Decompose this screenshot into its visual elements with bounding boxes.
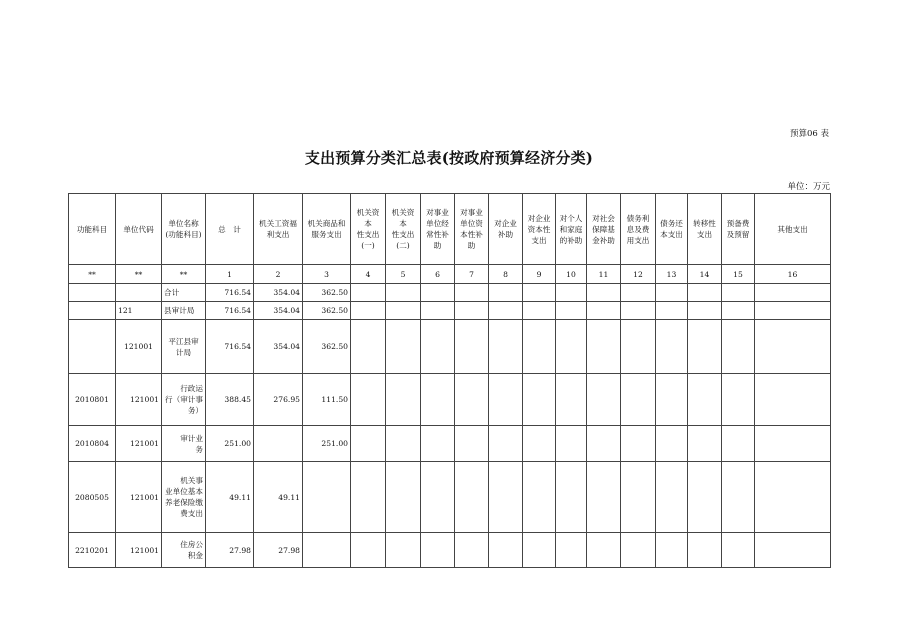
header-cell: 对事业 单位经 常性补 助 [421, 194, 455, 265]
unit-code-cell: 121001 [116, 533, 162, 568]
unit-name-cell: 住房公 积金 [162, 533, 206, 568]
column-number: 1 [206, 265, 254, 284]
unit-name-cell: 合计 [162, 284, 206, 302]
budget-table [68, 193, 831, 568]
table-row [69, 374, 831, 426]
column-number: 7 [455, 265, 489, 284]
column-number: 16 [755, 265, 831, 284]
header-cell: 其他支出 [755, 194, 831, 265]
unit-name-cell: 平江县审 计局 [162, 320, 206, 374]
column-number: 10 [556, 265, 587, 284]
header-cell: 单位名称 (功能科目) [162, 194, 206, 265]
header-cell: 转移性 支出 [688, 194, 722, 265]
unit-code-cell: 121 [116, 302, 162, 320]
table-row [69, 426, 831, 462]
goods-services-cell: 362.50 [303, 302, 351, 320]
column-number: 3 [303, 265, 351, 284]
table-row [69, 533, 831, 568]
table-row [69, 302, 831, 320]
column-number: ** [162, 265, 206, 284]
salary-cell: 49.11 [254, 462, 303, 533]
column-number: 2 [254, 265, 303, 284]
column-number: 12 [621, 265, 656, 284]
unit-code-cell: 121001 [116, 374, 162, 426]
unit-name-cell: 行政运 行（审计事 务） [162, 374, 206, 426]
header-cell: 对企业 补助 [489, 194, 523, 265]
function-code-cell: 2080505 [69, 462, 116, 533]
function-code-cell [69, 284, 116, 302]
header-cell: 债务还 本支出 [656, 194, 688, 265]
salary-cell: 276.95 [254, 374, 303, 426]
function-code-cell [69, 320, 116, 374]
table-number: 预算06 表 [789, 129, 829, 139]
goods-services-cell: 362.50 [303, 284, 351, 302]
header-cell: 对事业 单位资 本性补 助 [455, 194, 489, 265]
unit-name-cell: 机关事 业单位基本 养老保险缴 费支出 [162, 462, 206, 533]
total-cell: 27.98 [206, 533, 254, 568]
header-cell: 对社会 保障基 金补助 [587, 194, 621, 265]
total-cell: 716.54 [206, 320, 254, 374]
header-cell: 机关资本 性支出 (二) [386, 194, 421, 265]
column-number: ** [116, 265, 162, 284]
column-number: 13 [656, 265, 688, 284]
salary-cell: 354.04 [254, 284, 303, 302]
salary-cell: 27.98 [254, 533, 303, 568]
total-cell: 716.54 [206, 284, 254, 302]
unit-name-cell: 县审计局 [162, 302, 206, 320]
total-cell: 49.11 [206, 462, 254, 533]
unit-code-cell [116, 284, 162, 302]
header-cell: 机关商品和 服务支出 [303, 194, 351, 265]
function-code-cell: 2010801 [69, 374, 116, 426]
header-cell: 债务利 息及费 用支出 [621, 194, 656, 265]
header-cell: 单位代码 [116, 194, 162, 265]
goods-services-cell [303, 462, 351, 533]
function-code-cell: 2210201 [69, 533, 116, 568]
total-cell: 251.00 [206, 426, 254, 462]
salary-cell: 354.04 [254, 302, 303, 320]
column-number: 9 [523, 265, 556, 284]
page-title: 支出预算分类汇总表(按政府预算经济分类) [304, 149, 594, 167]
header-cell: 对企业 资本性 支出 [523, 194, 556, 265]
column-number: 6 [421, 265, 455, 284]
column-number: 14 [688, 265, 722, 284]
column-number: ** [69, 265, 116, 284]
total-cell: 388.45 [206, 374, 254, 426]
column-number-row [69, 265, 831, 284]
header-cell: 机关工资福 利支出 [254, 194, 303, 265]
function-code-cell: 2010804 [69, 426, 116, 462]
column-number: 5 [386, 265, 421, 284]
header-cell: 总 计 [206, 194, 254, 265]
unit-code-cell: 121001 [116, 426, 162, 462]
table-row [69, 320, 831, 374]
header-row [69, 194, 831, 265]
goods-services-cell [303, 533, 351, 568]
unit-code-cell: 121001 [116, 462, 162, 533]
header-cell: 预备费 及预留 [722, 194, 755, 265]
column-number: 11 [587, 265, 621, 284]
header-cell: 对个人 和家庭 的补助 [556, 194, 587, 265]
unit-label: 单位：万元 [787, 182, 830, 192]
unit-name-cell: 审计业 务 [162, 426, 206, 462]
total-cell: 716.54 [206, 302, 254, 320]
goods-services-cell: 362.50 [303, 320, 351, 374]
salary-cell [254, 426, 303, 462]
column-number: 4 [351, 265, 386, 284]
goods-services-cell: 251.00 [303, 426, 351, 462]
column-number: 15 [722, 265, 755, 284]
column-number: 8 [489, 265, 523, 284]
header-cell: 机关资本 性支出 (一) [351, 194, 386, 265]
table-row [69, 462, 831, 533]
unit-code-cell: 121001 [116, 320, 162, 374]
header-cell: 功能科目 [69, 194, 116, 265]
function-code-cell [69, 302, 116, 320]
table-row [69, 284, 831, 302]
salary-cell: 354.04 [254, 320, 303, 374]
goods-services-cell: 111.50 [303, 374, 351, 426]
